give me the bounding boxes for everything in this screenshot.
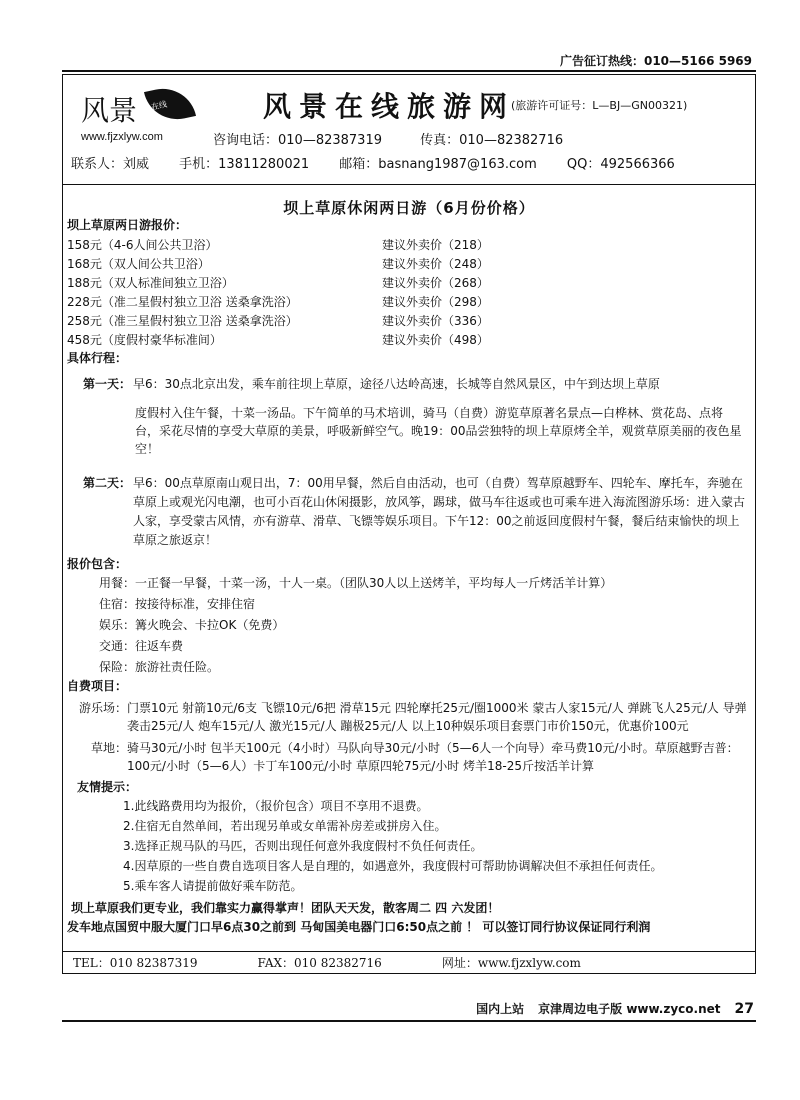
page-number: 27	[734, 1001, 754, 1017]
header-phone-row	[213, 129, 597, 148]
footer-magazine: 京津周边电子版 www.zyco.net	[538, 1002, 721, 1016]
tip-item: 2.住宿无自然单间，若出现另单或女单需补房差或拼房入住。	[123, 819, 447, 833]
extra-value: 门票10元 射箭10元/6支 飞镖10元/6把 滑草15元 四轮摩托25元/圈1000米 蒙古人家15元/人 弹跳飞人25元/人 导弹袭击25元/人 炮车15元/人 激光15元/人 蹦极25元/人 以上10种娱乐项目套票门市价150元，优惠价100元	[127, 701, 747, 733]
itinerary-heading: 具体行程：	[67, 351, 128, 365]
include-row	[67, 573, 751, 594]
include-key: 保险：	[98, 660, 135, 674]
day-two	[67, 474, 751, 550]
include-value: 篝火晚会、卡拉OK（免费）	[135, 618, 285, 632]
ad-content	[67, 217, 751, 936]
extra-row	[67, 699, 751, 735]
extra-key: 游乐场：	[78, 701, 127, 715]
price-row	[67, 255, 751, 274]
day-one-text	[133, 375, 751, 458]
tip-item: 5.乘车客人请提前做好乘车防范。	[123, 879, 303, 893]
extras-list	[67, 699, 751, 775]
include-value: 一正餐一早餐，十菜一汤，十人一桌。（团队30人以上送烤羊，平均每人一斤烤活羊计算）	[135, 576, 613, 590]
departure-info: 发车地点国贸中服大厦门口早6点30之前到 马甸国美电器门口6:50点之前 ！ 可以签订同行协议保证同行利润	[67, 920, 651, 934]
prices-heading: 坝上草原两日游报价：	[67, 218, 188, 232]
day-one-details: 度假村入住午餐，十菜一汤品。下午简单的马术培训，骑马（自费）游览草原著名景点—白桦林、赏花岛、点将台，采花尽情的享受大草原的美景，呼吸新鲜空气。晚19：00品尝独特的坝上草原烤全羊，观赏草原美丽的夜色星空！	[135, 406, 742, 456]
price-list	[67, 236, 751, 350]
day-one-first-line: 早6：30点北京出发，乘车前往坝上草原，途径八达岭高速，长城等自然风景区，中午到达坝上草原	[133, 377, 660, 391]
page-footer	[476, 1000, 754, 1017]
day-one	[67, 375, 751, 458]
day-two-label: 第二天：	[82, 476, 131, 490]
logo	[81, 83, 201, 153]
suggested-price: 建议外卖价（498）	[382, 333, 489, 347]
tip-item: 4.因草原的一些自费自选项目客人是自理的，如遇意外，我度假村可帮助协调解决但不承担任何责任。	[123, 859, 663, 873]
logo-domain: www.fjzxlyw.com	[81, 131, 163, 143]
top-divider	[62, 70, 756, 72]
suggested-price: 建议外卖价（336）	[382, 314, 489, 328]
suggested-price: 建议外卖价（298）	[382, 295, 489, 309]
ad-hotline: 广告征订热线：010—5166 5969	[559, 54, 752, 68]
price: 458元（度假村豪华标准间）	[67, 333, 222, 347]
site-name: 风景在线旅游网	[263, 90, 516, 123]
suggested-price: 建议外卖价（218）	[382, 238, 489, 252]
slogan: 坝上草原我们更专业，我们靠实力赢得掌声！团队天天发，散客周二 四 六发团！	[71, 901, 500, 915]
footer-tel: TEL：010 82387319	[73, 956, 198, 970]
include-row	[67, 615, 751, 636]
suggested-price: 建议外卖价（268）	[382, 276, 489, 290]
consult-phone: 咨询电话：010—82387319	[213, 133, 382, 148]
price: 188元（双人标准间独立卫浴）	[67, 276, 234, 290]
ad-header	[63, 75, 755, 185]
footer-web: 网址：www.fjzxlyw.com	[441, 956, 581, 970]
leaf-icon	[144, 83, 196, 126]
price-row	[67, 331, 751, 350]
include-row	[67, 594, 751, 615]
leaf-text: 在线	[150, 99, 168, 112]
includes-list	[67, 573, 751, 678]
header-contact-row	[71, 153, 701, 172]
include-value: 按接待标准，安排住宿	[135, 597, 256, 611]
email-address: 邮箱：basnang1987@163.com	[339, 157, 537, 172]
qq-number: QQ：492566366	[566, 157, 675, 172]
price: 168元（双人间公共卫浴）	[67, 257, 210, 271]
include-row	[67, 657, 751, 678]
extra-value: 骑马30元/小时 包半天100元（4小时）马队向导30元/小时（5—6人一个向导）牵马费10元/小时。草原越野吉普：100元/小时（5—6人）卡丁车100元/小时 草原四轮75元/小时 烤羊18-25斤按活羊计算	[127, 741, 739, 773]
footer-section: 国内上站	[476, 1002, 525, 1016]
tips-heading: 友情提示：	[77, 780, 138, 794]
footer-fax: FAX：010 82382716	[257, 956, 382, 970]
page-title: 坝上草原休闲两日游（6月份价格）	[283, 199, 535, 217]
include-key: 交通：	[98, 639, 135, 653]
fax-number: 传真：010—82382716	[420, 133, 564, 148]
include-row	[67, 636, 751, 657]
contact-person: 联系人：刘威	[71, 157, 150, 172]
tips-section	[67, 779, 751, 896]
price-row	[67, 293, 751, 312]
price-row	[67, 312, 751, 331]
suggested-price: 建议外卖价（248）	[382, 257, 489, 271]
include-key: 娱乐：	[98, 618, 135, 632]
include-key: 住宿：	[98, 597, 135, 611]
mobile-number: 手机：13811280021	[179, 157, 310, 172]
license-number: (旅游许可证号：L—BJ—GN00321)	[511, 99, 688, 112]
tip-item: 3.选择正规马队的马匹，否则出现任何意外我度假村不负任何责任。	[123, 839, 483, 853]
contact-footer	[63, 951, 755, 973]
price: 258元（准三星假村独立卫浴 送桑拿洗浴）	[67, 314, 298, 328]
day-one-label: 第一天：	[82, 377, 131, 391]
price-row	[67, 236, 751, 255]
bottom-divider	[62, 1020, 756, 1022]
extra-key: 草地：	[90, 741, 127, 755]
price: 158元（4-6人间公共卫浴）	[67, 238, 218, 252]
include-value: 往返车费	[135, 639, 184, 653]
includes-heading: 报价包含：	[67, 557, 128, 571]
tip-item: 1.此线路费用均为报价，（报价包含）项目不享用不退费。	[123, 799, 429, 813]
include-value: 旅游社责任险。	[135, 660, 220, 674]
include-key: 用餐：	[98, 576, 135, 590]
ad-frame	[62, 74, 756, 974]
price-row	[67, 274, 751, 293]
price: 228元（准二星假村独立卫浴 送桑拿洗浴）	[67, 295, 298, 309]
extras-heading: 自费项目：	[67, 679, 128, 693]
logo-brand: 风景	[81, 94, 138, 127]
day-two-text: 早6：00点草原南山观日出，7：00用早餐，然后自由活动，也可（自费）驾草原越野车、四轮车、摩托车，奔驰在草原上或观光闪电潮，也可小百花山休闲摄影，放风筝，踢球，做马车往返或也可乘车进入海流图游乐场：进入蒙古人家，享受蒙古风情，亦有游草、滑草、飞镖等娱乐项目。下午12：00之前返回度假村午餐，餐后结束愉快的坝上草原之旅返京！	[133, 476, 746, 547]
extra-row	[67, 739, 751, 775]
